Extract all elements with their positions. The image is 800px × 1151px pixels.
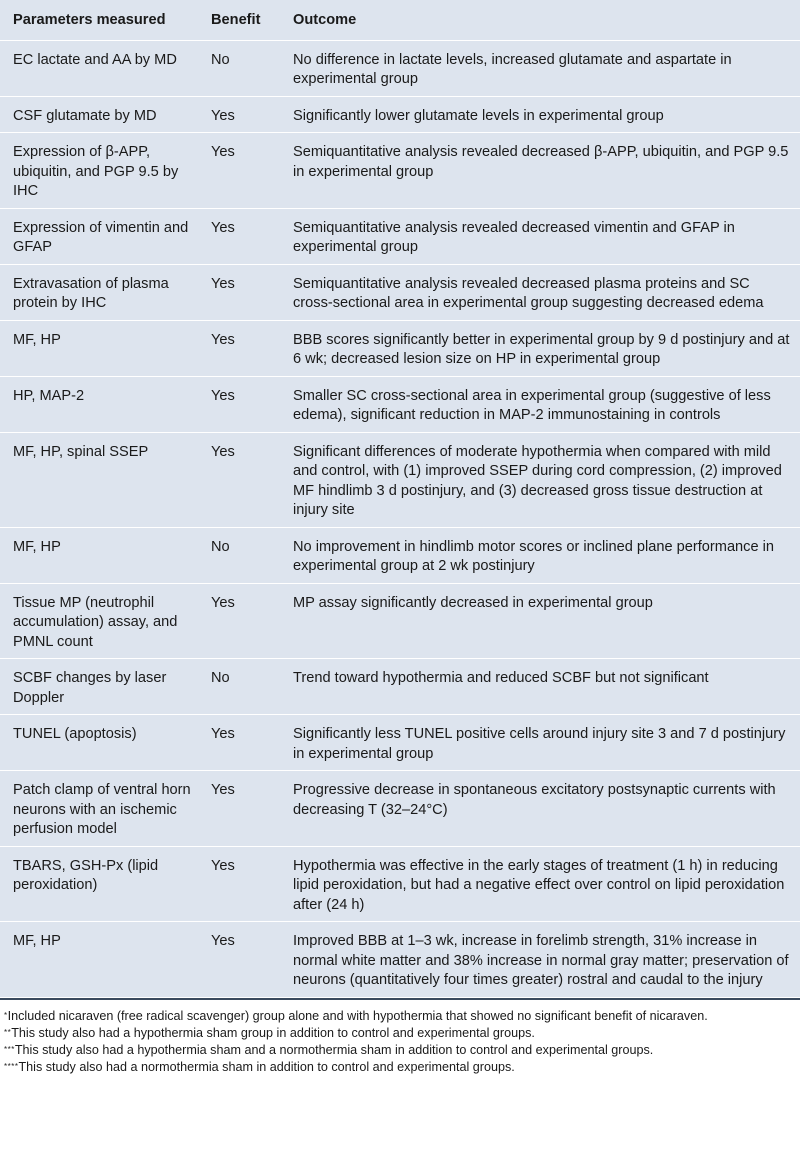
cell-parameters: Expression of β-APP, ubiquitin, and PGP 9.5 by IHC <box>0 133 202 209</box>
cell-outcome: Smaller SC cross-sectional area in experimental group (suggestive of less edema), significant reduction in MAP-2 immunostaining in controls <box>283 376 800 432</box>
table-row <box>0 583 800 659</box>
footnote-text: This study also had a normothermia sham in addition to control and experimental groups. <box>18 1059 515 1074</box>
cell-benefit: Yes <box>202 96 283 133</box>
cell-parameters: MF, HP <box>0 320 202 376</box>
cell-parameters: MF, HP <box>0 922 202 998</box>
cell-benefit: Yes <box>202 376 283 432</box>
table-row <box>0 527 800 583</box>
cell-benefit: Yes <box>202 715 283 771</box>
cell-benefit: Yes <box>202 583 283 659</box>
table-row <box>0 432 800 527</box>
cell-outcome: Semiquantitative analysis revealed decreased plasma proteins and SC cross-sectional area in experimental group suggesting decreased edema <box>283 264 800 320</box>
header-outcome: Outcome <box>283 0 800 40</box>
header-parameters: Parameters measured <box>0 0 202 40</box>
table-row <box>0 133 800 209</box>
table-bottom-rule <box>0 998 800 1000</box>
footnote-text: This study also had a hypothermia sham and a normothermia sham in addition to control and experimental groups. <box>14 1042 654 1057</box>
footnote-mark: **** <box>4 1061 19 1071</box>
cell-outcome: BBB scores significantly better in experimental group by 9 d postinjury and at 6 wk; decreased lesion size on HP in experimental group <box>283 320 800 376</box>
cell-parameters: SCBF changes by laser Doppler <box>0 659 202 715</box>
table-row <box>0 771 800 847</box>
cell-parameters: TUNEL (apoptosis) <box>0 715 202 771</box>
cell-parameters: TBARS, GSH-Px (lipid peroxidation) <box>0 846 202 922</box>
footnote-mark: *** <box>4 1044 15 1054</box>
cell-benefit: No <box>202 527 283 583</box>
cell-outcome: Significantly lower glutamate levels in experimental group <box>283 96 800 133</box>
cell-benefit: Yes <box>202 922 283 998</box>
cell-outcome: Progressive decrease in spontaneous excitatory postsynaptic currents with decreasing T (32–24°C) <box>283 771 800 847</box>
cell-benefit: Yes <box>202 264 283 320</box>
cell-outcome: No difference in lactate levels, increased glutamate and aspartate in experimental group <box>283 40 800 96</box>
cell-parameters: MF, HP, spinal SSEP <box>0 432 202 527</box>
cell-outcome: Semiquantitative analysis revealed decreased vimentin and GFAP in experimental group <box>283 208 800 264</box>
cell-outcome: Significant differences of moderate hypothermia when compared with mild and control, with (1) improved SSEP during cord compression, (2) improved MF hindlimb 3 d postinjury, and (3) decreased gross tissue destruction at injury site <box>283 432 800 527</box>
cell-parameters: EC lactate and AA by MD <box>0 40 202 96</box>
cell-parameters: CSF glutamate by MD <box>0 96 202 133</box>
cell-outcome: Trend toward hypothermia and reduced SCBF but not significant <box>283 659 800 715</box>
cell-parameters: Patch clamp of ventral horn neurons with an ischemic perfusion model <box>0 771 202 847</box>
table-row <box>0 659 800 715</box>
cell-parameters: HP, MAP-2 <box>0 376 202 432</box>
table-row <box>0 320 800 376</box>
cell-benefit: Yes <box>202 846 283 922</box>
table-row <box>0 846 800 922</box>
footnote-text: This study also had a hypothermia sham group in addition to control and experimental groups. <box>11 1025 535 1040</box>
cell-benefit: Yes <box>202 133 283 209</box>
cell-benefit: Yes <box>202 771 283 847</box>
cell-outcome: No improvement in hindlimb motor scores or inclined plane performance in experimental group at 2 wk postinjury <box>283 527 800 583</box>
cell-parameters: MF, HP <box>0 527 202 583</box>
footnote <box>4 1042 800 1059</box>
table-row <box>0 40 800 96</box>
table-row <box>0 208 800 264</box>
cell-benefit: Yes <box>202 320 283 376</box>
cell-parameters: Tissue MP (neutrophil accumulation) assay, and PMNL count <box>0 583 202 659</box>
cell-parameters: Extravasation of plasma protein by IHC <box>0 264 202 320</box>
table-row <box>0 715 800 771</box>
footnote-text: Included nicaraven (free radical scavenger) group alone and with hypothermia that showed no significant benefit of nicaraven. <box>7 1008 708 1023</box>
footnote <box>4 1025 800 1042</box>
cell-benefit: Yes <box>202 432 283 527</box>
footnote <box>4 1059 800 1076</box>
table-row <box>0 96 800 133</box>
cell-benefit: No <box>202 40 283 96</box>
cell-outcome: Improved BBB at 1–3 wk, increase in forelimb strength, 31% increase in normal white matter and 38% increase in normal gray matter; preservation of neurons (quantitatively four times greater) rostral and caudal to the injury <box>283 922 800 998</box>
table-body <box>0 40 800 997</box>
table-row <box>0 376 800 432</box>
header-row <box>0 0 800 40</box>
cell-outcome: MP assay significantly decreased in experimental group <box>283 583 800 659</box>
table-row <box>0 264 800 320</box>
cell-benefit: No <box>202 659 283 715</box>
footnote-mark: ** <box>4 1027 12 1037</box>
table-row <box>0 922 800 998</box>
footnotes <box>0 1000 800 1076</box>
footnote <box>4 1008 800 1025</box>
footnote-mark: * <box>4 1010 8 1020</box>
cell-benefit: Yes <box>202 208 283 264</box>
cell-outcome: Hypothermia was effective in the early stages of treatment (1 h) in reducing lipid peroxidation, but had a negative effect over control on lipid peroxidation after (24 h) <box>283 846 800 922</box>
cell-parameters: Expression of vimentin and GFAP <box>0 208 202 264</box>
header-benefit: Benefit <box>202 0 283 40</box>
table-header <box>0 0 800 40</box>
cell-outcome: Significantly less TUNEL positive cells around injury site 3 and 7 d postinjury in experimental group <box>283 715 800 771</box>
cell-outcome: Semiquantitative analysis revealed decreased β-APP, ubiquitin, and PGP 9.5 in experimental group <box>283 133 800 209</box>
